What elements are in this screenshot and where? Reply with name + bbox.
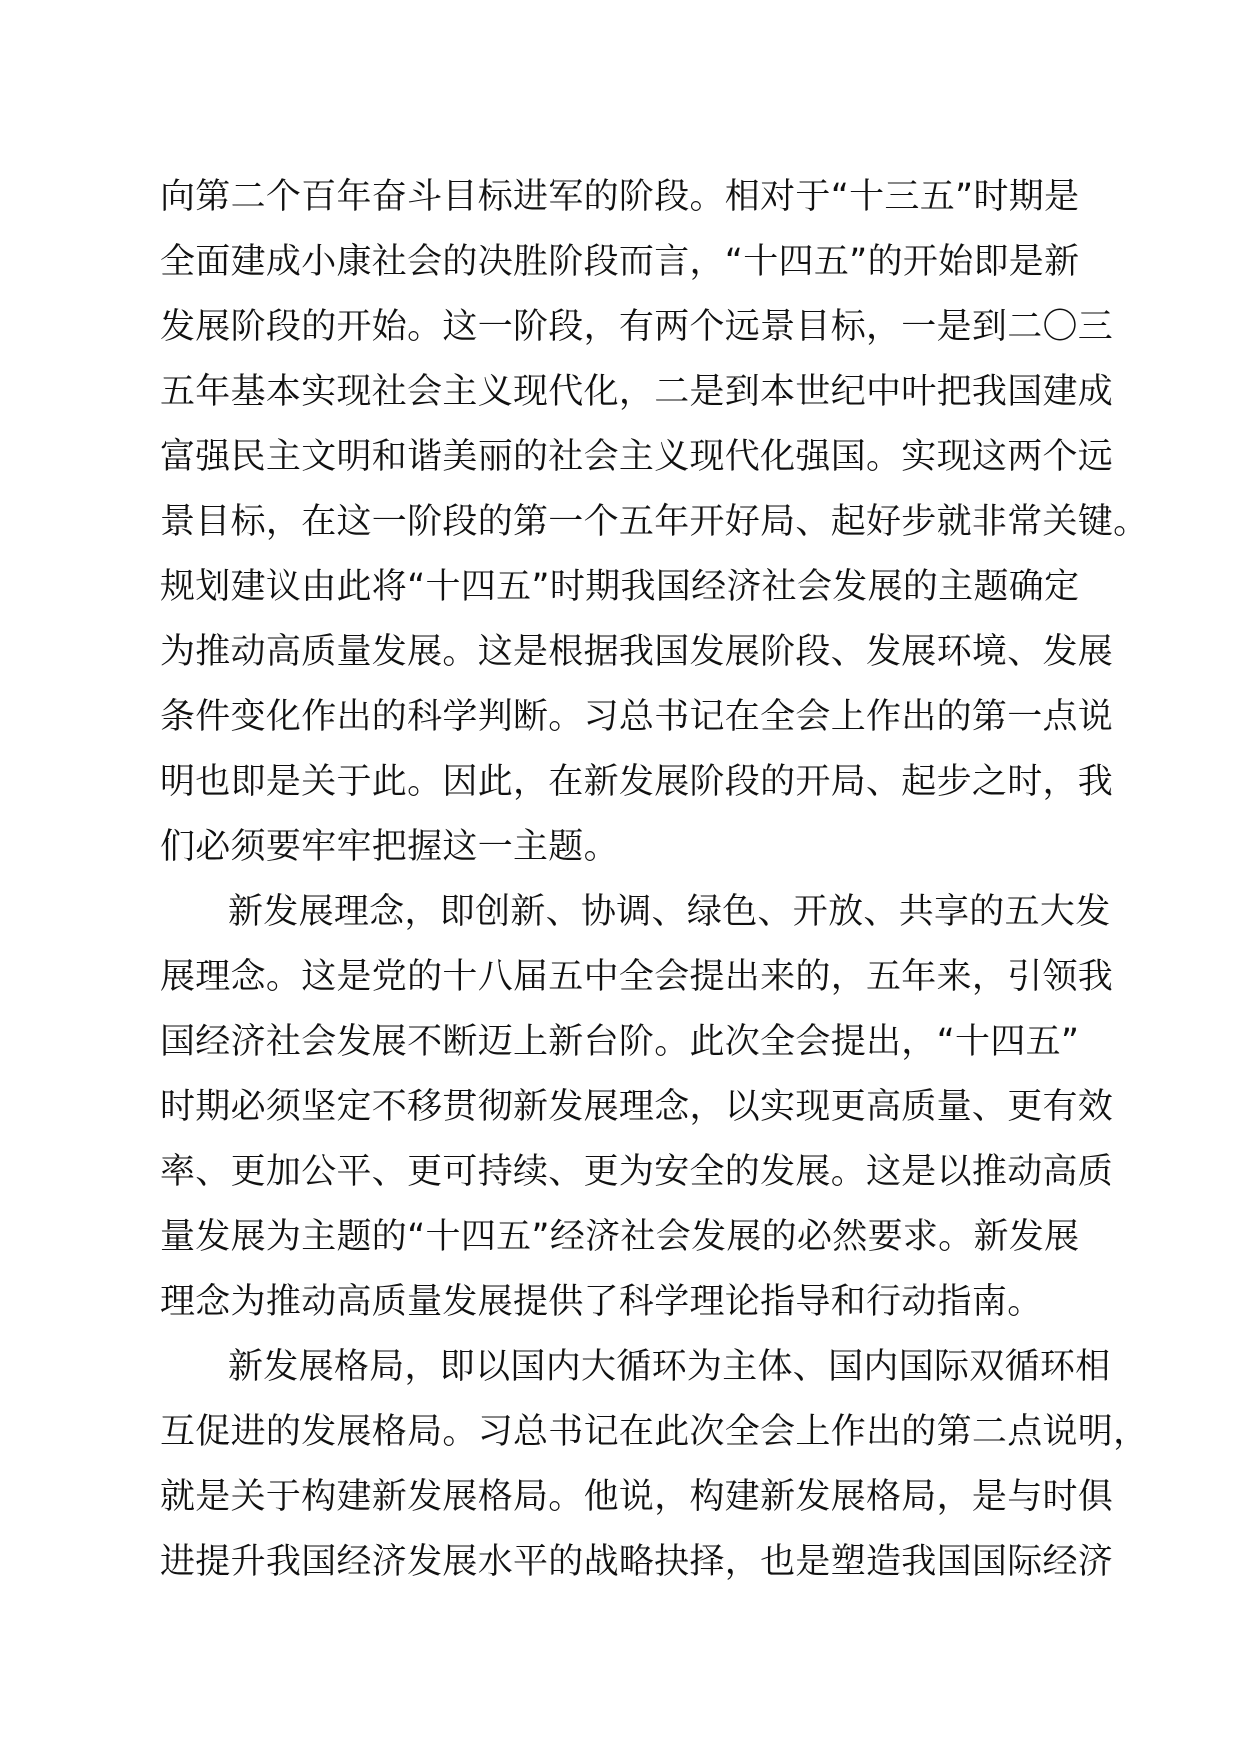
body-text xyxy=(160,165,1149,1595)
text-line: 为推动高质量发展。这是根据我国发展阶段、发展环境、发展 xyxy=(160,632,1114,672)
text-line: 展理念。这是党的十八届五中全会提出来的，五年来，引领我 xyxy=(160,957,1114,997)
text-line: 互促进的发展格局。习总书记在此次全会上作出的第二点说明， xyxy=(160,1412,1149,1452)
text-line: 发展阶段的开始。这一阶段，有两个远景目标，一是到二〇三 xyxy=(160,307,1114,347)
text-line: 明也即是关于此。因此，在新发展阶段的开局、起步之时，我 xyxy=(160,762,1114,802)
text-line: 就是关于构建新发展格局。他说，构建新发展格局，是与时俱 xyxy=(160,1477,1114,1517)
text-line: 时期必须坚定不移贯彻新发展理念，以实现更高质量、更有效 xyxy=(160,1087,1114,1127)
text-line: 富强民主文明和谐美丽的社会主义现代化强国。实现这两个远 xyxy=(160,437,1114,477)
text-line: 们必须要牢牢把握这一主题。 xyxy=(160,827,619,867)
text-line: 国经济社会发展不断迈上新台阶。此次全会提出，“十四五” xyxy=(160,1022,1080,1062)
text-line: 五年基本实现社会主义现代化，二是到本世纪中叶把我国建成 xyxy=(160,372,1114,412)
text-line: 率、更加公平、更可持续、更为安全的发展。这是以推动高质 xyxy=(160,1152,1114,1192)
text-line: 理念为推动高质量发展提供了科学理论指导和行动指南。 xyxy=(160,1282,1043,1322)
text-line: 规划建议由此将“十四五”时期我国经济社会发展的主题确定 xyxy=(160,567,1080,607)
paragraph-first-line: 新发展格局，即以国内大循环为主体、国内国际双循环相 xyxy=(228,1347,1111,1387)
text-line: 向第二个百年奋斗目标进军的阶段。相对于“十三五”时期是 xyxy=(160,177,1080,217)
text-line: 全面建成小康社会的决胜阶段而言，“十四五”的开始即是新 xyxy=(160,242,1080,282)
text-line: 进提升我国经济发展水平的战略抉择，也是塑造我国国际经济 xyxy=(160,1542,1114,1582)
text-line: 景目标，在这一阶段的第一个五年开好局、起好步就非常关键。 xyxy=(160,502,1149,542)
text-line: 条件变化作出的科学判断。习总书记在全会上作出的第一点说 xyxy=(160,697,1114,737)
text-line: 量发展为主题的“十四五”经济社会发展的必然要求。新发展 xyxy=(160,1217,1080,1257)
paragraph-first-line: 新发展理念，即创新、协调、绿色、开放、共享的五大发 xyxy=(228,892,1111,932)
